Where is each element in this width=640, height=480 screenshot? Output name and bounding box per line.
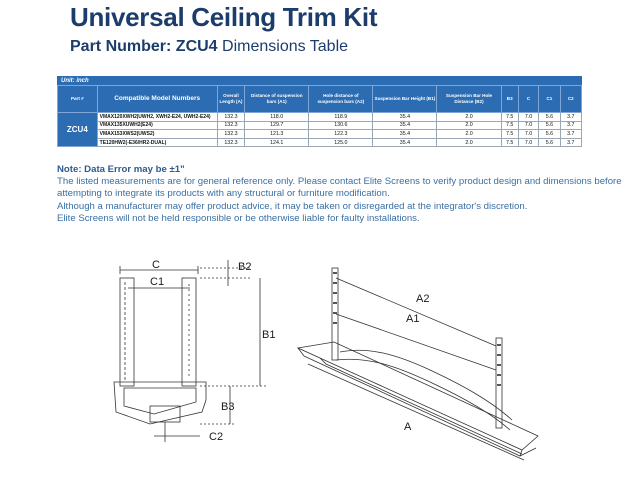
side-profile-diagram (110, 256, 280, 446)
b1-cell: 35.4 (373, 121, 437, 130)
note-title: Note: Data Error may be ±1" (57, 164, 185, 175)
label-c: C (152, 259, 160, 271)
c-cell: 7.0 (518, 121, 538, 130)
note-line: attempting to integrate its products with any structural or furniture modification. (57, 188, 390, 200)
b2-cell: 2.0 (437, 138, 501, 147)
overall-cell: 132.3 (217, 113, 244, 122)
a2-cell: 125.0 (309, 138, 373, 147)
c-cell: 7.0 (518, 138, 538, 147)
c-cell: 7.0 (518, 130, 538, 139)
col-overall: Overall Length (A) (217, 86, 244, 113)
label-b1: B1 (262, 329, 276, 341)
b3-cell: 7.5 (501, 113, 518, 122)
b2-cell: 2.0 (437, 121, 501, 130)
model-cell: VMAX135XUWH2(E24) (97, 121, 217, 130)
a1-cell: 129.7 (245, 121, 309, 130)
col-part: Part # (58, 86, 98, 113)
b3-cell: 7.5 (501, 121, 518, 130)
label-c1: C1 (150, 276, 165, 288)
c2-cell: 3.7 (560, 121, 581, 130)
c1-cell: 5.6 (539, 138, 560, 147)
a1-cell: 124.1 (245, 138, 309, 147)
col-c2: C2 (560, 86, 581, 113)
label-b3: B3 (221, 401, 235, 413)
label-a2: A2 (416, 293, 430, 305)
c1-cell: 5.6 (539, 113, 560, 122)
label-c2: C2 (209, 431, 224, 443)
b1-cell: 35.4 (373, 113, 437, 122)
model-cell: VMAX153XWS2(UWS2) (97, 130, 217, 139)
note-line: The listed measurements are for general reference only. Please contact Elite Screens to verify product design and dimensions before (57, 176, 622, 188)
col-c1: C1 (539, 86, 560, 113)
a1-cell: 118.0 (245, 113, 309, 122)
perspective-diagram (290, 260, 550, 470)
label-b2: B2 (238, 261, 252, 273)
part-number-label: Part Number: ZCU4 (70, 38, 218, 55)
overall-cell: 132.3 (217, 121, 244, 130)
dimensions-table (57, 76, 582, 147)
table-row (58, 138, 582, 147)
c1-cell: 5.6 (539, 121, 560, 130)
b1-cell: 35.4 (373, 130, 437, 139)
part-number-cell: ZCU4 (58, 113, 98, 147)
overall-cell: 132.3 (217, 138, 244, 147)
col-a1: Distance of suspension bars (A1) (245, 86, 309, 113)
b1-cell: 35.4 (373, 138, 437, 147)
page-title: Universal Ceiling Trim Kit (70, 2, 378, 32)
a2-cell: 118.9 (309, 113, 373, 122)
overall-cell: 132.3 (217, 130, 244, 139)
b3-cell: 7.5 (501, 130, 518, 139)
c2-cell: 3.7 (560, 138, 581, 147)
col-c: C (518, 86, 538, 113)
a1-cell: 121.3 (245, 130, 309, 139)
unit-label: Unit: inch (57, 76, 582, 85)
b3-cell: 7.5 (501, 138, 518, 147)
table-header-row (58, 86, 582, 113)
c2-cell: 3.7 (560, 130, 581, 139)
disclaimer-notes (57, 164, 637, 225)
b2-cell: 2.0 (437, 113, 501, 122)
table-row (58, 121, 582, 130)
label-a: A (404, 421, 412, 433)
note-line: Elite Screens will not be held responsible or be otherwise liable for faulty installations. (57, 212, 420, 224)
col-a2: Hole distance of suspension bars (A2) (309, 86, 373, 113)
note-line: Although a manufacturer may offer product advice, it may be taken or disregarded at the integrator's discretion. (57, 200, 528, 212)
col-b3: B3 (501, 86, 518, 113)
label-a1: A1 (406, 313, 420, 325)
b2-cell: 2.0 (437, 130, 501, 139)
model-cell: TE120HW2(-E36/HR2-DUAL) (97, 138, 217, 147)
col-b2: Suspension Bar Hole Distance (B2) (437, 86, 501, 113)
a2-cell: 122.3 (309, 130, 373, 139)
table-row (58, 113, 582, 122)
table-row (58, 130, 582, 139)
c2-cell: 3.7 (560, 113, 581, 122)
c1-cell: 5.6 (539, 130, 560, 139)
c-cell: 7.0 (518, 113, 538, 122)
a2-cell: 130.6 (309, 121, 373, 130)
col-b1: Suspension Bar Height (B1) (373, 86, 437, 113)
page-subtitle (70, 38, 348, 56)
model-cell: VMAX120XWH2|UWH2, XWH2-E24, UWH2-E24) (97, 113, 217, 122)
subtitle-suffix: Dimensions Table (217, 38, 349, 55)
col-model: Compatible Model Numbers (97, 86, 217, 113)
